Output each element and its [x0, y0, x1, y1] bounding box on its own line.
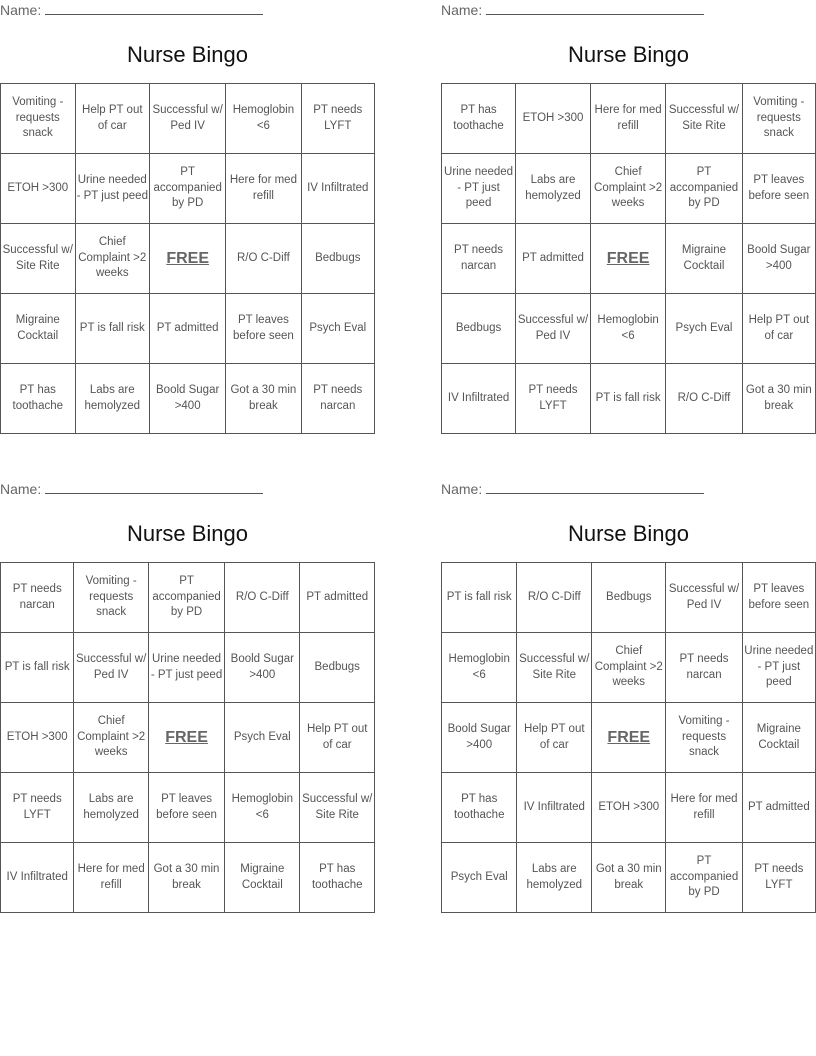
- bingo-cell: Vomiting - requests snack: [666, 703, 742, 773]
- bingo-cell: Bedbugs: [592, 563, 666, 633]
- bingo-cell: PT has toothache: [300, 843, 375, 913]
- bingo-cell: Successful w/ Site Rite: [1, 224, 76, 294]
- bingo-cell: Help PT out of car: [742, 294, 815, 364]
- bingo-row: [1, 633, 375, 703]
- bingo-cell: Got a 30 min break: [742, 364, 815, 434]
- bingo-row: [442, 633, 816, 703]
- card-title: Nurse Bingo: [126, 42, 249, 67]
- bingo-cell: R/O C-Diff: [225, 563, 300, 633]
- name-underline: [486, 479, 704, 494]
- bingo-cell: ETOH >300: [516, 84, 591, 154]
- bingo-cell: PT leaves before seen: [742, 563, 815, 633]
- bingo-cell: PT is fall risk: [1, 633, 74, 703]
- bingo-cell: Successful w/ Ped IV: [150, 84, 226, 154]
- bingo-cell: PT needs LYFT: [742, 843, 815, 913]
- name-underline: [45, 0, 263, 15]
- bingo-cell: Vomiting - requests snack: [742, 84, 815, 154]
- bingo-row: [442, 84, 816, 154]
- bingo-cell: Successful w/ Ped IV: [74, 633, 149, 703]
- bingo-cell: Successful w/ Ped IV: [516, 294, 591, 364]
- bingo-row: [442, 773, 816, 843]
- bingo-cell: Psych Eval: [301, 294, 374, 364]
- bingo-cell: Bedbugs: [442, 294, 516, 364]
- bingo-cell: PT needs narcan: [1, 563, 74, 633]
- bingo-cell: PT leaves before seen: [742, 154, 815, 224]
- bingo-cell: PT has toothache: [1, 364, 76, 434]
- bingo-cell: Migraine Cocktail: [742, 703, 815, 773]
- bingo-cell: PT accompanied by PD: [148, 563, 224, 633]
- bingo-cell: Vomiting - requests snack: [1, 84, 76, 154]
- bingo-row: [1, 154, 375, 224]
- bingo-cell: PT admitted: [150, 294, 226, 364]
- bingo-row: [1, 773, 375, 843]
- bingo-cell: Here for med refill: [74, 843, 149, 913]
- bingo-cell: Got a 30 min break: [226, 364, 301, 434]
- bingo-row: [1, 843, 375, 913]
- bingo-cell: Hemoglobin <6: [590, 294, 665, 364]
- bingo-cell: Successful w/ Site Rite: [666, 84, 742, 154]
- bingo-cell: Help PT out of car: [75, 84, 150, 154]
- bingo-cell: Boold Sugar >400: [742, 224, 815, 294]
- bingo-cell: Here for med refill: [226, 154, 301, 224]
- name-field: [441, 0, 704, 20]
- bingo-cell: PT admitted: [516, 224, 591, 294]
- free-space: FREE: [590, 224, 665, 294]
- bingo-cell: Help PT out of car: [517, 703, 592, 773]
- bingo-row: [442, 843, 816, 913]
- bingo-cell: R/O C-Diff: [666, 364, 742, 434]
- bingo-cell: Bedbugs: [301, 224, 374, 294]
- bingo-cell: Here for med refill: [666, 773, 742, 843]
- bingo-cell: Chief Complaint >2 weeks: [74, 703, 149, 773]
- bingo-cell: Bedbugs: [300, 633, 375, 703]
- bingo-cell: IV Infiltrated: [301, 154, 374, 224]
- bingo-row: [442, 154, 816, 224]
- bingo-cell: Help PT out of car: [300, 703, 375, 773]
- bingo-cell: PT admitted: [300, 563, 375, 633]
- bingo-cell: Labs are hemolyzed: [74, 773, 149, 843]
- bingo-cell: Urine needed - PT just peed: [75, 154, 150, 224]
- name-label: Name:: [0, 481, 42, 497]
- bingo-cell: PT is fall risk: [590, 364, 665, 434]
- name-field: [0, 479, 263, 499]
- bingo-cell: Vomiting - requests snack: [74, 563, 149, 633]
- bingo-cell: PT needs narcan: [301, 364, 374, 434]
- free-space: FREE: [592, 703, 666, 773]
- bingo-cell: Hemoglobin <6: [442, 633, 517, 703]
- bingo-cell: PT needs LYFT: [1, 773, 74, 843]
- name-label: Name:: [0, 2, 42, 18]
- bingo-cell: Hemoglobin <6: [225, 773, 300, 843]
- bingo-cell: Urine needed - PT just peed: [742, 633, 815, 703]
- bingo-cell: Successful w/ Site Rite: [517, 633, 592, 703]
- bingo-grid: [0, 83, 375, 434]
- name-underline: [486, 0, 704, 15]
- bingo-cell: Chief Complaint >2 weeks: [75, 224, 150, 294]
- bingo-cell: Chief Complaint >2 weeks: [592, 633, 666, 703]
- bingo-cell: PT needs LYFT: [301, 84, 374, 154]
- bingo-row: [442, 563, 816, 633]
- bingo-cell: Psych Eval: [442, 843, 517, 913]
- bingo-cell: Got a 30 min break: [592, 843, 666, 913]
- bingo-row: [1, 294, 375, 364]
- bingo-cell: Migraine Cocktail: [225, 843, 300, 913]
- bingo-cell: PT accompanied by PD: [150, 154, 226, 224]
- bingo-cell: PT has toothache: [442, 773, 517, 843]
- bingo-cell: Urine needed - PT just peed: [442, 154, 516, 224]
- bingo-cell: PT accompanied by PD: [666, 843, 742, 913]
- bingo-cell: Chief Complaint >2 weeks: [590, 154, 665, 224]
- bingo-cell: PT needs narcan: [666, 633, 742, 703]
- bingo-row: [442, 224, 816, 294]
- bingo-cell: Hemoglobin <6: [226, 84, 301, 154]
- bingo-row: [442, 364, 816, 434]
- bingo-cell: PT leaves before seen: [226, 294, 301, 364]
- card-title: Nurse Bingo: [567, 521, 690, 546]
- bingo-cell: Urine needed - PT just peed: [148, 633, 224, 703]
- bingo-cell: Psych Eval: [666, 294, 742, 364]
- bingo-cell: PT needs narcan: [442, 224, 516, 294]
- bingo-cell: R/O C-Diff: [226, 224, 301, 294]
- bingo-cell: Labs are hemolyzed: [516, 154, 591, 224]
- bingo-cell: Here for med refill: [590, 84, 665, 154]
- bingo-cell: PT admitted: [742, 773, 815, 843]
- bingo-row: [1, 364, 375, 434]
- name-label: Name:: [441, 481, 483, 497]
- bingo-grid: [0, 562, 375, 913]
- bingo-cell: Migraine Cocktail: [1, 294, 76, 364]
- bingo-cell: Successful w/ Site Rite: [300, 773, 375, 843]
- name-field: [441, 479, 704, 499]
- bingo-grid: [441, 562, 816, 913]
- bingo-cell: PT leaves before seen: [148, 773, 224, 843]
- bingo-cell: IV Infiltrated: [442, 364, 516, 434]
- bingo-cell: ETOH >300: [1, 703, 74, 773]
- bingo-cell: Labs are hemolyzed: [75, 364, 150, 434]
- name-field: [0, 0, 263, 20]
- bingo-grid: [441, 83, 816, 434]
- bingo-cell: Psych Eval: [225, 703, 300, 773]
- free-space: FREE: [150, 224, 226, 294]
- bingo-cell: Got a 30 min break: [148, 843, 224, 913]
- bingo-cell: PT needs LYFT: [516, 364, 591, 434]
- free-space: FREE: [148, 703, 224, 773]
- bingo-cell: IV Infiltrated: [517, 773, 592, 843]
- bingo-row: [1, 703, 375, 773]
- bingo-cell: IV Infiltrated: [1, 843, 74, 913]
- bingo-cell: R/O C-Diff: [517, 563, 592, 633]
- bingo-cell: ETOH >300: [1, 154, 76, 224]
- name-underline: [45, 479, 263, 494]
- bingo-cell: Labs are hemolyzed: [517, 843, 592, 913]
- bingo-row: [1, 224, 375, 294]
- bingo-cell: PT is fall risk: [442, 563, 517, 633]
- bingo-cell: Successful w/ Ped IV: [666, 563, 742, 633]
- bingo-row: [1, 84, 375, 154]
- bingo-cell: ETOH >300: [592, 773, 666, 843]
- card-title: Nurse Bingo: [567, 42, 690, 67]
- bingo-cell: Boold Sugar >400: [442, 703, 517, 773]
- name-label: Name:: [441, 2, 483, 18]
- bingo-row: [442, 294, 816, 364]
- bingo-cell: Boold Sugar >400: [150, 364, 226, 434]
- bingo-cell: PT has toothache: [442, 84, 516, 154]
- bingo-row: [1, 563, 375, 633]
- bingo-cell: PT accompanied by PD: [666, 154, 742, 224]
- bingo-row: [442, 703, 816, 773]
- bingo-cell: Migraine Cocktail: [666, 224, 742, 294]
- card-title: Nurse Bingo: [126, 521, 249, 546]
- bingo-cell: PT is fall risk: [75, 294, 150, 364]
- bingo-cell: Boold Sugar >400: [225, 633, 300, 703]
